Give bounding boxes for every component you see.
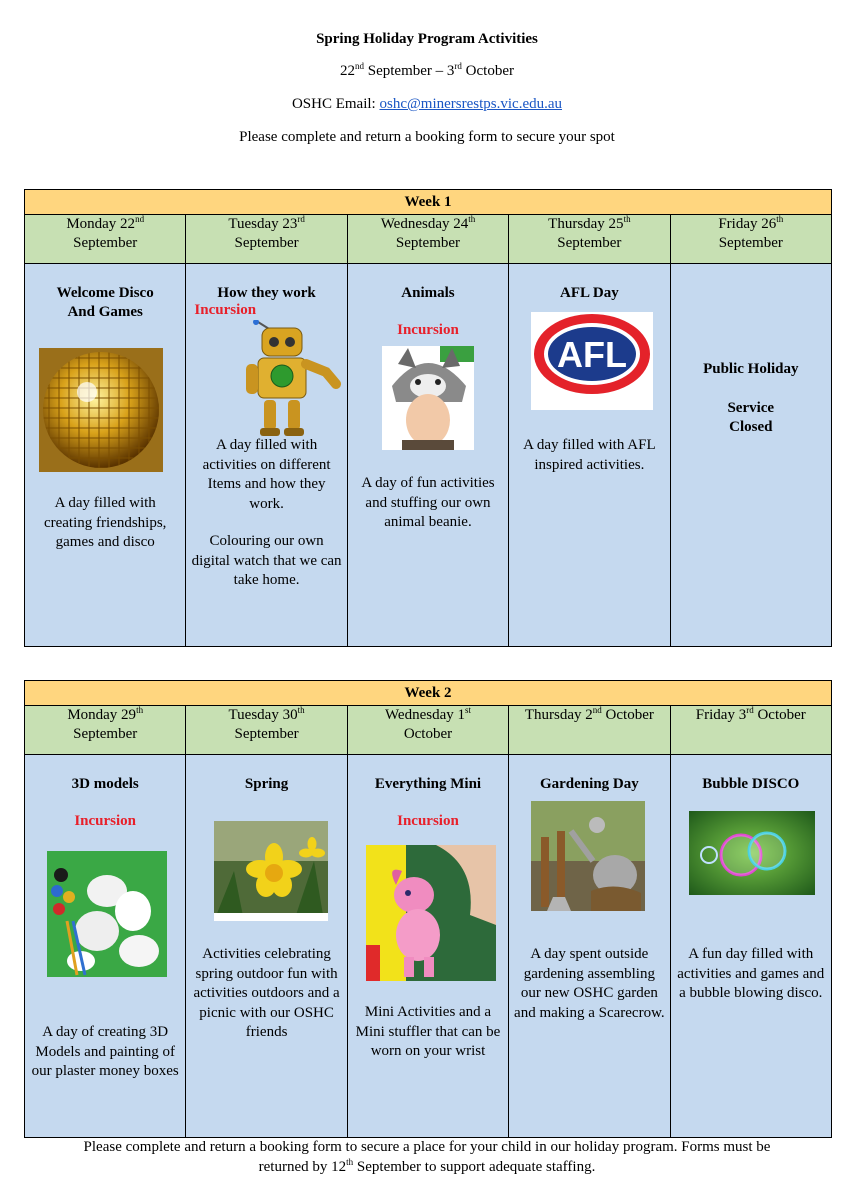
week1-day-header: Wednesday 24th September bbox=[347, 215, 508, 264]
incursion-label: Incursion bbox=[74, 813, 137, 829]
activity-title: Welcome Disco And Games bbox=[56, 285, 154, 320]
week1-friday-cell bbox=[670, 264, 831, 647]
activity-description: Activities celebrating spring outdoor fun with activities outdoors and a picnic with our OSHC friends bbox=[193, 946, 340, 1040]
week2-thursday-cell bbox=[509, 755, 670, 1138]
activity-description: Mini Activities and a Mini stuffler that can be worn on your wrist bbox=[355, 1004, 501, 1059]
activity-description: A day filled with creating friendships, games and disco bbox=[43, 495, 167, 550]
week2-tuesday-cell bbox=[186, 755, 347, 1138]
plaster-models-image bbox=[47, 851, 167, 977]
week1-monday-cell bbox=[25, 264, 186, 647]
booking-note: Please complete and return a booking form to secure your spot bbox=[239, 129, 615, 145]
mini-stuffler-image bbox=[366, 845, 496, 981]
gardening-tools-image bbox=[531, 801, 645, 911]
bubbles-image bbox=[689, 811, 815, 895]
activity-description-2: Colouring our own digital watch that we can take home. bbox=[191, 533, 342, 588]
page-title: Spring Holiday Program Activities bbox=[316, 31, 538, 47]
week2-wednesday-cell bbox=[347, 755, 508, 1138]
week1-wednesday-cell bbox=[347, 264, 508, 647]
week2-day-header: Thursday 2nd October bbox=[509, 706, 670, 755]
week2-monday-cell bbox=[25, 755, 186, 1138]
activity-title: Animals bbox=[401, 285, 455, 301]
activity-title: How they work bbox=[217, 285, 316, 301]
activity-description: A day filled with activities on different Items and how they work. bbox=[202, 437, 331, 512]
week2-friday-cell bbox=[670, 755, 831, 1138]
activity-title: Spring bbox=[244, 776, 289, 792]
week2-day-header: Tuesday 30th September bbox=[186, 706, 347, 755]
disco-ball-image bbox=[39, 348, 163, 472]
activity-title: Gardening Day bbox=[539, 776, 639, 792]
week1-day-header: Friday 26th September bbox=[670, 215, 831, 264]
week1-thursday-cell bbox=[509, 264, 670, 647]
activity-title: AFL Day bbox=[559, 285, 619, 301]
week1-title: Week 1 bbox=[25, 190, 832, 215]
footer-note: Please complete and return a booking form to secure a place for your child in our holiday program. Forms must be returned by 12th September to support adequate staffing. bbox=[83, 1139, 771, 1175]
activity-title: Bubble DISCO bbox=[702, 776, 800, 792]
public-holiday-label: Public Holiday bbox=[703, 361, 799, 377]
email-line: OSHC Email: oshc@minersrestps.vic.edu.au bbox=[291, 96, 563, 112]
activity-description: A fun day filled with activities and games and a bubble blowing disco. bbox=[677, 946, 825, 1001]
afl-logo-image bbox=[531, 312, 653, 410]
activity-description: A day of fun activities and stuffing our own animal beanie. bbox=[361, 475, 495, 530]
animal-beanie-image bbox=[382, 346, 474, 450]
week2-day-header: Wednesday 1st October bbox=[347, 706, 508, 755]
incursion-label: Incursion bbox=[194, 302, 257, 318]
week2-day-header: Monday 29th September bbox=[25, 706, 186, 755]
week1-day-header: Thursday 25th September bbox=[509, 215, 670, 264]
activity-description: A day spent outside gardening assembling our new OSHC garden and making a Scarecrow. bbox=[514, 946, 665, 1021]
week2-day-header: Friday 3rd October bbox=[670, 706, 831, 755]
activity-description: A day of creating 3D Models and painting of our plaster money boxes bbox=[31, 1024, 179, 1079]
robot-image bbox=[244, 320, 344, 438]
service-closed-label: Service Closed bbox=[727, 400, 775, 435]
activity-title: Everything Mini bbox=[374, 776, 482, 792]
program-dates: 22nd September – 3rd October bbox=[340, 61, 514, 79]
week1-table bbox=[24, 189, 832, 647]
daffodil-image bbox=[214, 821, 328, 921]
week2-title: Week 2 bbox=[25, 681, 832, 706]
week2-table bbox=[24, 680, 832, 1138]
incursion-label: Incursion bbox=[397, 813, 459, 829]
afl-logo-text: AFL bbox=[557, 334, 628, 375]
activity-title: 3D models bbox=[71, 776, 139, 792]
week1-day-header: Tuesday 23rd September bbox=[186, 215, 347, 264]
email-link[interactable]: oshc@minersrestps.vic.edu.au bbox=[379, 96, 563, 112]
week1-day-header: Monday 22nd September bbox=[25, 215, 186, 264]
week1-tuesday-cell bbox=[186, 264, 347, 647]
incursion-label: Incursion bbox=[397, 322, 459, 338]
activity-description: A day filled with AFL inspired activities. bbox=[523, 437, 656, 473]
